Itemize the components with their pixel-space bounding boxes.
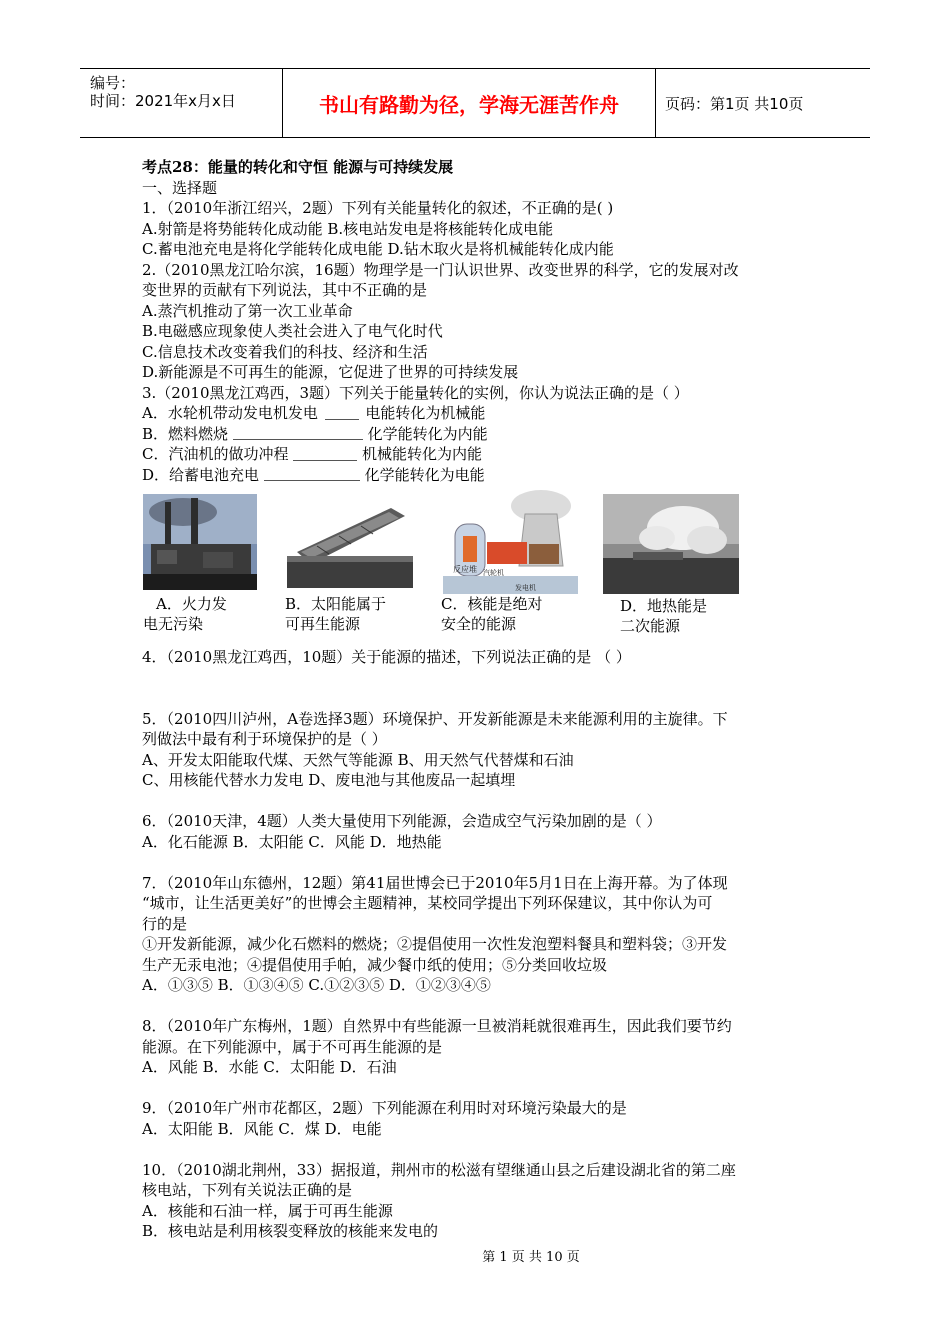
q3-stem: 3.（2010黑龙江鸡西，3题）下列关于能量转化的实例，你认为说法正确的是（ ） bbox=[142, 383, 689, 402]
q3-b-conversion: 化学能转化为内能 bbox=[367, 424, 488, 443]
q7-stem-line1: 7．（2010年山东德州，12题）第41届世博会已于2010年5月1日在上海开幕。为了体现 bbox=[142, 873, 728, 892]
q8-stem-line2: 能源。在下列能源中，属于不可再生能源的是 bbox=[142, 1037, 443, 1056]
motto: 书山有路勤为径，学海无涯苦作舟 bbox=[283, 69, 656, 137]
geothermal-plant-image bbox=[603, 494, 739, 594]
q5-stem-line1: 5．（2010四川泸州，A卷选择3题）环境保护、开发新能源是未来能源利用的主旋律。下 bbox=[142, 709, 728, 728]
section-heading: 一、选择题 bbox=[142, 178, 218, 197]
q4-caption-d-line2: 二次能源 bbox=[620, 617, 681, 635]
q3-d-connector bbox=[264, 470, 360, 481]
date-label: 时间：2021年x月x日 bbox=[90, 92, 236, 110]
q1-options-ab: A.射箭是将势能转化成动能 B.核电站发电是将核能转化成电能 bbox=[142, 219, 554, 238]
q7-options: A．①③⑤ B．①③④⑤ C.①②③⑤ D．①②③④⑤ bbox=[142, 976, 491, 994]
q4-caption-a-line1: A．火力发 bbox=[156, 595, 227, 613]
q3-d-example: D．给蓄电池充电 bbox=[142, 465, 260, 484]
q10-option-a: A．核能和石油一样，属于可再生能源 bbox=[142, 1201, 393, 1220]
thermal-power-plant-image bbox=[143, 494, 257, 590]
q7-items-line2: 生产无汞电池；④提倡使用手帕，减少餐巾纸的使用；⑤分类回收垃圾 bbox=[142, 955, 608, 974]
q3-c-example: C．汽油机的做功冲程 bbox=[142, 445, 289, 463]
q3-b-example: B．燃料燃烧 bbox=[142, 424, 229, 443]
q9-stem: 9．（2010年广州市花都区，2题）下列能源在利用时对环境污染最大的是 bbox=[142, 1099, 627, 1117]
q5-options-cd: C、用核能代替水力发电 D、废电池与其他废品一起填埋 bbox=[142, 771, 516, 789]
q6-options: A．化石能源 B．太阳能 C．风能 D．地热能 bbox=[142, 832, 442, 851]
q2-option-b: B.电磁感应现象使人类社会进入了电气化时代 bbox=[142, 322, 443, 340]
generator-label: 发电机 bbox=[515, 584, 536, 592]
q4-caption-a-line2: 电无污染 bbox=[143, 615, 204, 633]
q3-c-conversion: 机械能转化为内能 bbox=[362, 445, 483, 463]
q4-caption-d-line1: D．地热能是 bbox=[620, 597, 708, 615]
q7-stem-line3: 行的是 bbox=[142, 914, 188, 933]
page-info: 页码：第1页 共10页 bbox=[665, 94, 804, 113]
q4-caption-b-line1: B．太阳能属于 bbox=[285, 595, 387, 613]
q4-caption-b-line2: 可再生能源 bbox=[285, 615, 361, 633]
page-footer bbox=[0, 1246, 950, 1265]
q3-option-d bbox=[142, 465, 812, 486]
q4-caption-c-line1: C．核能是绝对 bbox=[441, 595, 543, 613]
q4-stem: 4．（2010黑龙江鸡西，10题）关于能源的描述，下列说法正确的是 （ ） bbox=[142, 648, 631, 666]
q6-stem: 6．（2010天津，4题）人类大量使用下列能源，会造成空气污染加剧的是（ ） bbox=[142, 812, 662, 830]
q9-options: A．太阳能 B．风能 C．煤 D．电能 bbox=[142, 1119, 382, 1138]
q3-option-a bbox=[142, 403, 812, 424]
q4-caption-c-line2: 安全的能源 bbox=[441, 615, 517, 633]
document-body-continued bbox=[142, 647, 812, 1242]
q2-stem-line1: 2.（2010黑龙江哈尔滨，16题）物理学是一门认识世界、改变世界的科学，它的发展对改 bbox=[142, 260, 739, 279]
q2-option-a: A.蒸汽机推动了第一次工业革命 bbox=[142, 301, 353, 320]
q10-option-b: B．核电站是利用核裂变释放的核能来发电的 bbox=[142, 1222, 439, 1240]
q1-options-cd: C.蓄电池充电是将化学能转化成电能 D.钻木取火是将机械能转化成内能 bbox=[142, 240, 614, 258]
page-header bbox=[80, 68, 870, 138]
q8-stem-line1: 8．（2010年广东梅州，1题）自然界中有些能源一旦被消耗就很难再生，因此我们要节约 bbox=[142, 1017, 732, 1035]
turbine-label: 汽轮机 bbox=[483, 569, 504, 577]
header-meta bbox=[80, 69, 283, 137]
reactor-label: 反应堆 bbox=[453, 565, 477, 574]
q3-b-connector bbox=[233, 429, 363, 440]
nuclear-plant-diagram bbox=[443, 484, 578, 594]
solar-heater-image bbox=[287, 494, 413, 588]
q2-option-d: D.新能源是不可再生的能源，它促进了世界的可持续发展 bbox=[142, 363, 519, 381]
topic-title: 考点28：能量的转化和守恒 能源与可持续发展 bbox=[142, 158, 454, 176]
q3-a-conversion: 电能转化为机械能 bbox=[365, 404, 486, 422]
q8-options: A．风能 B．水能 C．太阳能 D．石油 bbox=[142, 1058, 397, 1076]
q7-stem-line2: “城市，让生活更美好”的世博会主题精神，某校同学提出下列环保建议，其中你认为可 bbox=[142, 894, 713, 912]
q2-option-c: C.信息技术改变着我们的科技、经济和生活 bbox=[142, 342, 428, 361]
q5-options-ab: A、开发太阳能取代煤、天然气等能源 B、用天然气代替煤和石油 bbox=[142, 750, 574, 769]
q2-stem-line2: 变世界的贡献有下列说法，其中不正确的是 bbox=[142, 281, 428, 299]
q3-a-example: A．水轮机带动发电机发电 bbox=[142, 404, 318, 422]
q10-stem-line2: 核电站，下列有关说法正确的是 bbox=[142, 1181, 353, 1199]
q7-items-line1: ①开发新能源，减少化石燃料的燃烧；②提倡使用一次性发泡塑料餐具和塑料袋；③开发 bbox=[142, 935, 728, 953]
q5-stem-line2: 列做法中最有利于环境保护的是（ ） bbox=[142, 730, 387, 748]
q10-stem-line1: 10．（2010湖北荆州，33）据报道，荆州市的松滋有望继通山县之后建设湖北省的第二座 bbox=[142, 1160, 736, 1179]
q3-a-connector bbox=[325, 409, 359, 420]
q1-stem: 1．（2010年浙江绍兴，2题）下列有关能量转化的叙述，不正确的是( ) bbox=[142, 199, 614, 217]
q3-d-conversion: 化学能转化为电能 bbox=[364, 465, 485, 484]
number-label: 编号： bbox=[90, 74, 136, 92]
document-body bbox=[142, 157, 812, 485]
q3-c-connector bbox=[293, 450, 357, 461]
q3-option-b bbox=[142, 424, 812, 445]
q3-option-c bbox=[142, 444, 812, 465]
footer-page-number: 第 1 页 共 10 页 bbox=[482, 1250, 580, 1265]
